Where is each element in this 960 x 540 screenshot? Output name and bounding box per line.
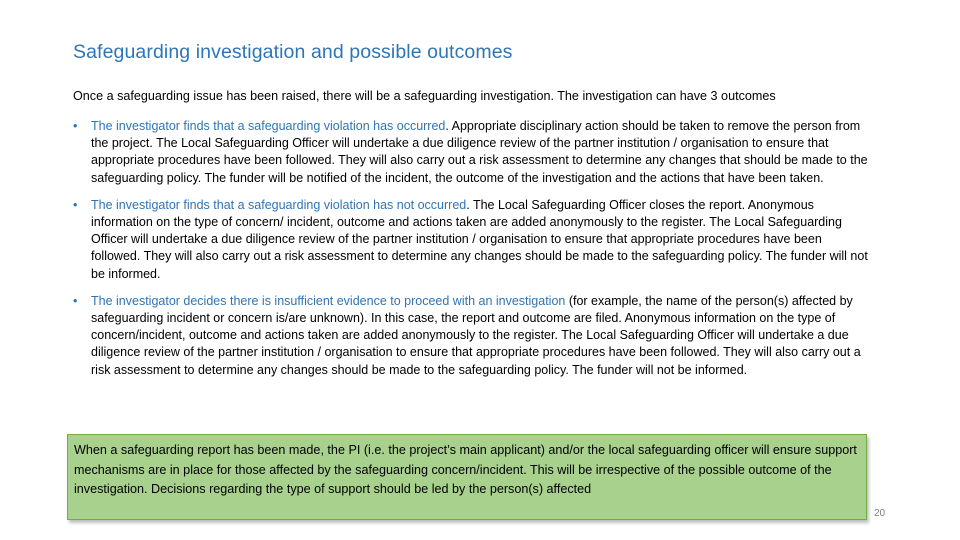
outcome-item-violation-not-occurred	[73, 197, 873, 283]
outcome-description: . Appropriate disciplinary action should be taken to remove the person from the project. The Local Safeguarding Officer will undertake a due diligence review of the partner institution / organisation to ensure that appropriate procedures have been followed. They will also carry out a risk assessment to determine any changes that should be made to the safeguarding policy. The funder will be notified of the incident, the outcome of the investigation and the actions that have been taken.	[91, 119, 868, 185]
intro-text: Once a safeguarding issue has been raised, there will be a safeguarding investigation. The investigation can have 3 outcomes	[73, 89, 776, 103]
page-number: 20	[874, 508, 886, 519]
bullet-icon: •	[73, 293, 78, 308]
outcome-description: . The Local Safeguarding Officer closes the report. Anonymous information on the type of concern/ incident, outcome and actions taken are added anonymously to the register. The Local Safeguarding Officer will undertake a due diligence review of the partner institution / organisation to ensure that appropriate procedures have been followed. They will also carry out a risk assessment to determine any changes should be made to the safeguarding policy. The funder will not be informed.	[91, 197, 868, 281]
outcome-highlight: The investigator decides there is insufficient evidence to proceed with an investigation	[91, 293, 566, 308]
outcome-highlight: The investigator finds that a safeguarding violation has occurred	[91, 119, 446, 133]
bullet-icon: •	[73, 197, 78, 212]
outcomes-list	[73, 118, 873, 389]
outcome-item-violation-occurred	[73, 118, 873, 187]
outcome-highlight: The investigator finds that a safeguarding violation has not occurred	[91, 197, 467, 212]
outcome-description: (for example, the name of the person(s) affected by safeguarding incident or concern is/are unknown). In this case, the report and outcome are filed. Anonymous information on the type of concern/incident, outcome and actions taken are added anonymously to the register. The Local Safeguarding Officer will undertake a due diligence review of the partner institution / organisation to ensure that appropriate procedures have been followed. They will also carry out a risk assessment to determine any changes should be made to the safeguarding policy. The funder will not be informed.	[91, 293, 861, 377]
outcome-item-insufficient-evidence	[73, 293, 873, 379]
support-note-box: When a safeguarding report has been made, the PI (i.e. the project’s main applicant) and/or the local safeguarding officer will ensure support mechanisms are in place for those affected by the safeguarding concern/incident. This will be irrespective of the possible outcome of the investigation. Decisions regarding the type of support should be led by the person(s) affected	[67, 434, 867, 520]
bullet-icon: •	[73, 119, 78, 133]
slide-title: Safeguarding investigation and possible outcomes	[73, 41, 513, 63]
